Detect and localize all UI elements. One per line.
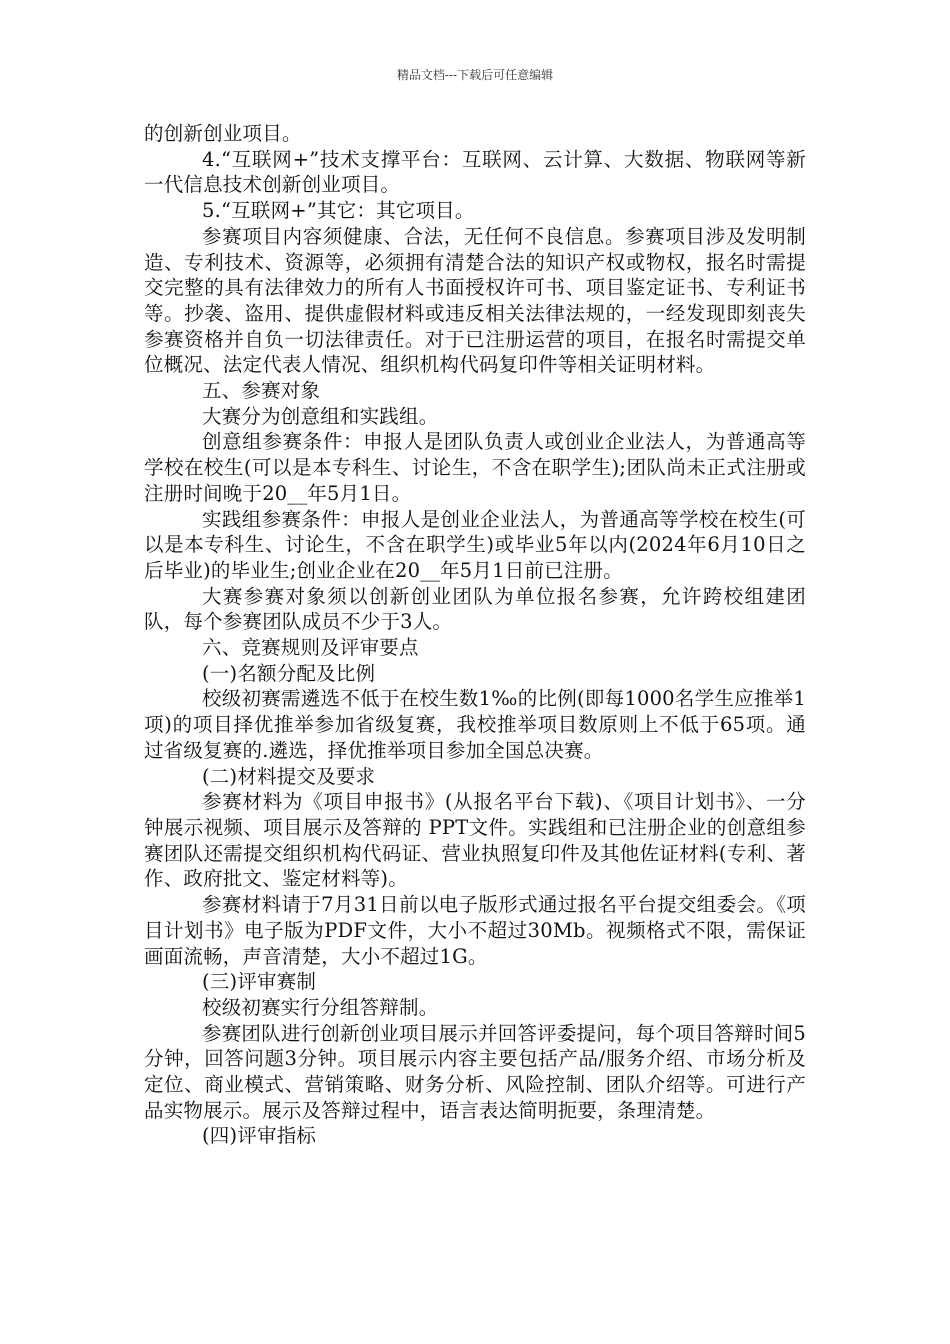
document-body — [144, 121, 806, 1149]
subsection-heading: (四)评审指标 — [202, 1124, 317, 1148]
subsection-heading: (一)名额分配及比例 — [202, 661, 376, 685]
paragraph: 实践组参赛条件：申报人是创业企业法人，为普通高等学校在校生(可以是本专科生、讨论生，不含在职学生)或毕业5年以内(2024年6月10日之后毕业)的毕业生;创业企业在20__年5月1日前已注册。 — [144, 507, 806, 582]
paragraph: 大赛参赛对象须以创新创业团队为单位报名参赛，允许跨校组建团队，每个参赛团队成员不少于3人。 — [144, 584, 806, 634]
paragraph: 5.“互联网+”其它：其它项目。 — [202, 199, 475, 223]
paragraph: 参赛材料为《项目申报书》(从报名平台下载)、《项目计划书》、一分钟展示视频、项目展示及答辩的 PPT文件。实践组和已注册企业的创意组参赛团队还需提交组织机构代码证、营业执照复印件及其他佐证材料(专利、著作、政府批文、鉴定材料等)。 — [144, 790, 806, 891]
page-header: 精品文档---下载后可任意编辑 — [396, 68, 554, 82]
paragraph: 创意组参赛条件：申报人是团队负责人或创业企业法人，为普通高等学校在校生(可以是本专科生、讨论生，不含在职学生);团队尚未正式注册或注册时间晚于20__年5月1日。 — [144, 430, 806, 505]
section-heading: 六、竞赛规则及评审要点 — [202, 636, 419, 660]
subsection-heading: (二)材料提交及要求 — [202, 764, 376, 788]
paragraph: 校级初赛需遴选不低于在校生数1‰的比例(即每1000名学生应推举1项)的项目择优推举参加省级复赛，我校推举项目数原则上不低于65项。通过省级复赛的.遴选，择优推举项目参加全国总决赛。 — [144, 687, 806, 762]
paragraph: 参赛项目内容须健康、合法，无任何不良信息。参赛项目涉及发明制造、专利技术、资源等，必须拥有清楚合法的知识产权或物权，报名时需提交完整的具有法律效力的所有人书面授权许可书、项目鉴定证书、专利证书等。抄袭、盗用、提供虚假材料或违反相关法律法规的，一经发现即刻丧失参赛资格并自负一切法律责任。对于已注册运营的项目，在报名时需提交单位概况、法定代表人情况、组织机构代码复印件等相关证明材料。 — [144, 224, 806, 377]
paragraph: 校级初赛实行分组答辩制。 — [202, 995, 439, 1019]
paragraph: 4.“互联网+”技术支撑平台：互联网、云计算、大数据、物联网等新一代信息技术创新创业项目。 — [144, 147, 806, 197]
paragraph: 参赛材料请于7月31日前以电子版形式通过报名平台提交组委会。《项目计划书》电子版为PDF文件，大小不超过30Mb。视频格式不限，需保证画面流畅，声音清楚，大小不超过1G。 — [144, 893, 806, 968]
paragraph: 参赛团队进行创新创业项目展示并回答评委提问，每个项目答辩时间5分钟，回答问题3分钟。项目展示内容主要包括产品/服务介绍、市场分析及定位、商业模式、营销策略、财务分析、风险控制、团队介绍等。可进行产品实物展示。展示及答辩过程中，语言表达简明扼要，条理清楚。 — [144, 1021, 806, 1122]
subsection-heading: (三)评审赛制 — [202, 970, 317, 994]
section-heading: 五、参赛对象 — [202, 379, 321, 403]
paragraph: 大赛分为创意组和实践组。 — [202, 404, 439, 428]
paragraph: 的创新创业项目。 — [144, 122, 302, 145]
